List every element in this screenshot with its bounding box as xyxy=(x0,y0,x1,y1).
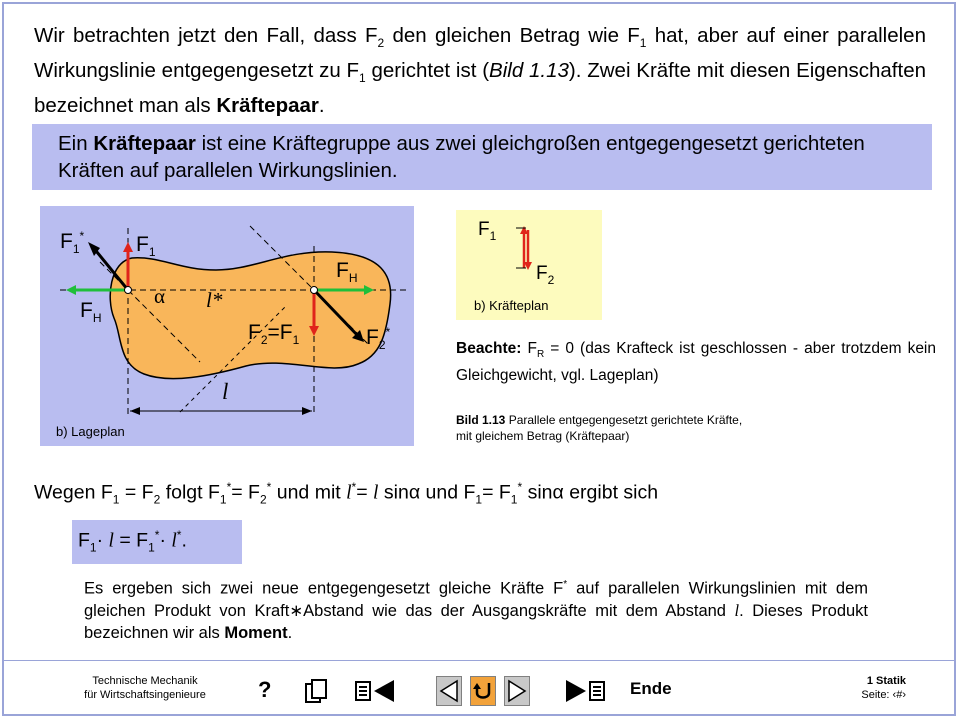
dimension-arrow-left xyxy=(130,407,140,415)
lageplan-drawing xyxy=(40,206,414,446)
footer-chapter: 1 Statik xyxy=(866,675,906,687)
dimension-arrow-right xyxy=(302,407,312,415)
footer-divider xyxy=(4,660,954,661)
kp-label-f2: $F_2$ xyxy=(536,263,555,287)
label-fh-right: $F_H$ xyxy=(336,259,358,286)
last-page-icon xyxy=(562,676,606,706)
kraefteplan-caption: b) Kräfteplan xyxy=(474,298,549,313)
footer-chapter-info xyxy=(846,674,906,702)
label-f1-star: $F_1^*$ xyxy=(60,229,85,257)
intro-paragraph: Wir betrachten jetzt den Fall, dass $F_2$ den gleichen Betrag wie $F_1$ hat, aber auf einer parallelen Wirkungslinie entgegengesetzt zu $F_1$ gerichtet ist (Bild 1.13). Zwei Kräfte mit diesen Eigenschaften bezeichnet man als Kräftepaar. xyxy=(34,24,926,118)
kp-label-f1: $F_1$ xyxy=(478,219,497,243)
kraefteplan-figure xyxy=(456,210,602,320)
footer-page: Seite: ‹#› xyxy=(861,689,906,701)
label-f2-equals-f1: $F_2=F_1$ xyxy=(248,321,300,348)
label-l-star: l* xyxy=(206,288,223,312)
first-page-button[interactable] xyxy=(352,674,400,708)
footer-course-title: Technische Mechanik für Wirtschaftsingenieure xyxy=(84,675,206,701)
home-icon xyxy=(470,676,496,706)
forward-icon xyxy=(504,676,530,706)
label-l: l xyxy=(222,379,229,404)
figure-reference: Bild 1.13 xyxy=(489,59,569,83)
first-page-icon xyxy=(354,676,398,706)
definition-box xyxy=(32,124,932,190)
label-fh-left: $F_H$ xyxy=(80,299,102,326)
back-icon xyxy=(436,676,462,706)
beachte-note: Beachte: $F_R = 0$ (das Krafteck ist geschlossen - aber trotzdem kein Gleichgewicht, vgl. Lageplan) xyxy=(456,340,937,385)
equation-line: Wegen $F_1 = F_2$ folgt $F_1^*= F_2^*$ und mit l*= l sinα und $F_1= F_1^*$ sinα ergibt sich xyxy=(34,480,659,507)
moment-paragraph: Es ergeben sich zwei neue entgegengesetzt gleiche Kräfte F* auf parallelen Wirkungslinien mit dem gleichen Produkt von Kraft∗Abstand wie das der Ausgangskräfte mit dem Abstand l. Dieses Produkt bezeichnen wir als Moment. xyxy=(84,579,869,642)
force-fh-left-arrowhead xyxy=(66,285,76,295)
label-f1: $F_1$ xyxy=(136,233,156,260)
end-button[interactable]: Ende xyxy=(630,679,672,698)
label-f2-star: $F_2^*$ xyxy=(366,325,391,353)
definition-text: Ein Kräftepaar ist eine Kräftegruppe aus zwei gleichgroßen entgegengesetzt gerichteten Kräften auf parallelen Wirkungslinien. xyxy=(58,132,865,182)
back-button[interactable] xyxy=(434,674,464,708)
pages-icon xyxy=(302,676,332,706)
last-page-button[interactable] xyxy=(560,674,608,708)
help-button[interactable]: ? xyxy=(258,677,272,702)
term-kraeftepaar: Kräftepaar xyxy=(216,94,319,118)
application-point-1 xyxy=(125,287,132,294)
application-point-2 xyxy=(311,287,318,294)
home-button[interactable] xyxy=(468,674,498,708)
lageplan-caption: b) Lageplan xyxy=(56,424,125,439)
term-moment: Moment xyxy=(224,623,288,642)
moment-equation-box xyxy=(72,520,242,564)
force-f1-arrowhead xyxy=(123,242,133,252)
moment-equation: $F_1\cdot l = F_1^*\cdot l^*$. xyxy=(78,528,187,555)
figure-caption: Bild 1.13 Parallele entgegengesetzt gerichtete Kräfte, mit gleichem Betrag (Kräftepaar) xyxy=(456,413,743,443)
forward-button[interactable] xyxy=(502,674,532,708)
lageplan-figure xyxy=(40,206,414,446)
pages-button[interactable] xyxy=(300,674,334,708)
label-alpha: α xyxy=(154,284,166,308)
